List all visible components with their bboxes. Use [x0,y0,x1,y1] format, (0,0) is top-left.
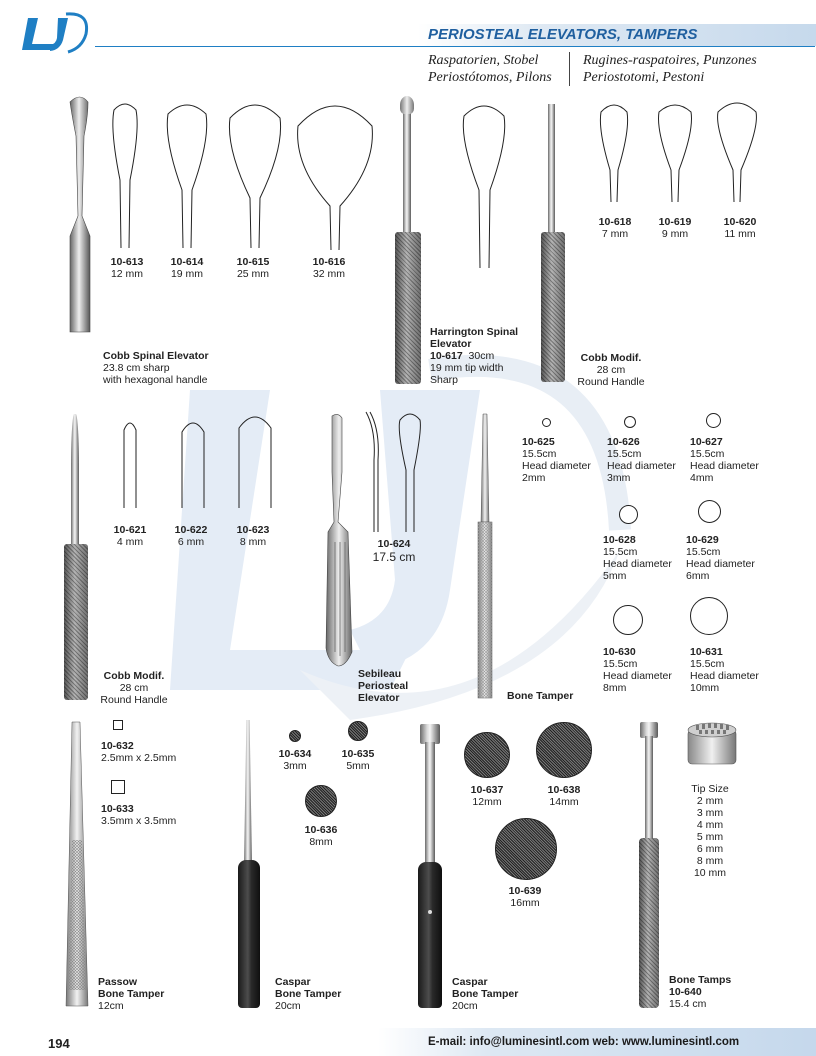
header-line [95,46,815,47]
item-10-634: 10-634 3mm [278,748,312,772]
head-circle-631 [690,597,728,635]
item-10-639: 10-639 16mm [508,885,542,909]
item-10-638: 10-638 14mm [547,784,581,808]
cobb-modif-handle-1 [541,232,565,382]
tip-profile-619 [654,100,696,204]
harrington-caption: Harrington Spinal Elevator 10-617 30cm 19 mm tip width Sharp [430,326,519,386]
harrington-tip [400,96,414,114]
mesh-head-634 [289,730,301,742]
head-circle-626 [624,416,636,428]
item-10-631: 10-631 15.5cm Head diameter 10mm [690,646,759,694]
item-10-613: 10-613 12 mm [110,256,144,280]
item-10-621: 10-621 4 mm [113,524,147,548]
item-10-627: 10-627 15.5cm Head diameter 4mm [690,436,759,484]
cobb-modif-handle-2 [64,544,88,700]
tip-profile-622 [176,418,210,510]
cobb-spinal-caption: Cobb Spinal Elevator 23.8 cm sharp with hexagonal handle [103,350,209,386]
mesh-head-636 [305,785,337,817]
harrington-shaft [403,110,411,235]
item-10-624: 10-624 17.5 cm [372,538,416,564]
tip-profile-624-front [396,410,424,534]
mesh-head-639 [495,818,557,880]
tip-profile-613 [108,100,142,250]
item-10-620: 10-620 11 mm [723,216,757,240]
cobb-elevator-illustration [62,96,98,336]
tip-profile-616 [292,96,378,252]
mesh-head-638 [536,722,592,778]
footer-contact: E-mail: info@luminesintl.com web: www.luminesintl.com [428,1036,740,1048]
tip-size-list: Tip Size 2 mm 3 mm 4 mm 5 mm 6 mm 8 mm 10 mm [691,783,729,879]
cobb-modif-shaft-1 [548,104,555,236]
tip-profile-621 [118,418,142,510]
sebileau-caption: Sebileau Periosteal Elevator [358,668,409,704]
subtitle-left-1: Raspatorien, Stobel [428,53,539,68]
square-head-633 [111,780,125,794]
tip-profile-624-side [362,410,384,534]
cobb-modif-shaft-2 [71,414,79,550]
item-10-635: 10-635 5mm [341,748,375,772]
item-10-622: 10-622 6 mm [174,524,208,548]
item-10-633: 10-633 3.5mm x 3.5mm [101,803,177,827]
tip-profile-617 [458,100,510,270]
subtitle-divider [569,52,570,86]
tip-profile-618 [596,100,632,204]
head-circle-625 [542,418,551,427]
item-10-628: 10-628 15.5cm Head diameter 5mm [603,534,672,582]
sebileau-illustration [318,412,362,668]
head-circle-628 [619,505,638,524]
tip-profile-623 [234,412,276,510]
subtitle-left-2: Periostótomos, Pilons [428,70,552,85]
item-10-632: 10-632 2.5mm x 2.5mm [101,740,177,764]
harrington-handle [395,232,421,384]
subtitle-right-2: Periostotomi, Pestoni [583,70,705,85]
tip-profile-615 [224,98,286,250]
subtitle-right-1: Rugines-raspatoires, Punzones [583,53,757,68]
caspar-caption-2: Caspar Bone Tamper 20cm [452,976,519,1012]
bone-tamps-shaft [645,736,653,842]
caspar-shaft-2 [425,742,435,868]
bone-tamps-handle [639,838,659,1008]
item-10-629: 10-629 15.5cm Head diameter 6mm [686,534,755,582]
caspar-handle-dot [428,910,432,914]
passow-caption: Passow Bone Tamper 12cm [98,976,165,1012]
bone-tamps-caption: Bone Tamps 10-640 15.4 cm [669,974,732,1010]
item-10-625: 10-625 15.5cm Head diameter 2mm [522,436,591,484]
tip-head-illustration [684,718,740,766]
item-10-630: 10-630 15.5cm Head diameter 8mm [603,646,672,694]
tip-profile-614 [162,100,212,250]
bone-tamper-caption: Bone Tamper [507,690,574,702]
caspar-cap-2 [420,724,440,744]
cobb-modif-caption-1: Cobb Modif. 28 cm Round Handle [577,352,645,388]
square-head-632 [113,720,123,730]
item-10-636: 10-636 8mm [304,824,338,848]
tip-profile-620 [713,98,761,204]
head-circle-627 [706,413,721,428]
cobb-modif-caption-2: Cobb Modif. 28 cm Round Handle [100,670,168,706]
head-circle-629 [698,500,721,523]
item-10-618: 10-618 7 mm [598,216,632,240]
page-title: PERIOSTEAL ELEVATORS, TAMPERS [428,26,698,43]
passow-tamper-illustration [62,720,92,1010]
item-10-637: 10-637 12mm [470,784,504,808]
mesh-head-635 [348,721,368,741]
page-number: 194 [48,1036,70,1051]
brand-logo [16,10,96,54]
caspar-shaft-1 [244,720,252,865]
head-circle-630 [613,605,643,635]
item-10-626: 10-626 15.5cm Head diameter 3mm [607,436,676,484]
item-10-623: 10-623 8 mm [236,524,270,548]
caspar-handle-2 [418,862,442,1008]
bone-tamper-illustration [474,412,496,700]
caspar-handle-1 [238,860,260,1008]
caspar-caption-1: Caspar Bone Tamper 20cm [275,976,342,1012]
item-10-616: 10-616 32 mm [312,256,346,280]
item-10-619: 10-619 9 mm [658,216,692,240]
mesh-head-637 [464,732,510,778]
item-10-614: 10-614 19 mm [170,256,204,280]
item-10-615: 10-615 25 mm [236,256,270,280]
